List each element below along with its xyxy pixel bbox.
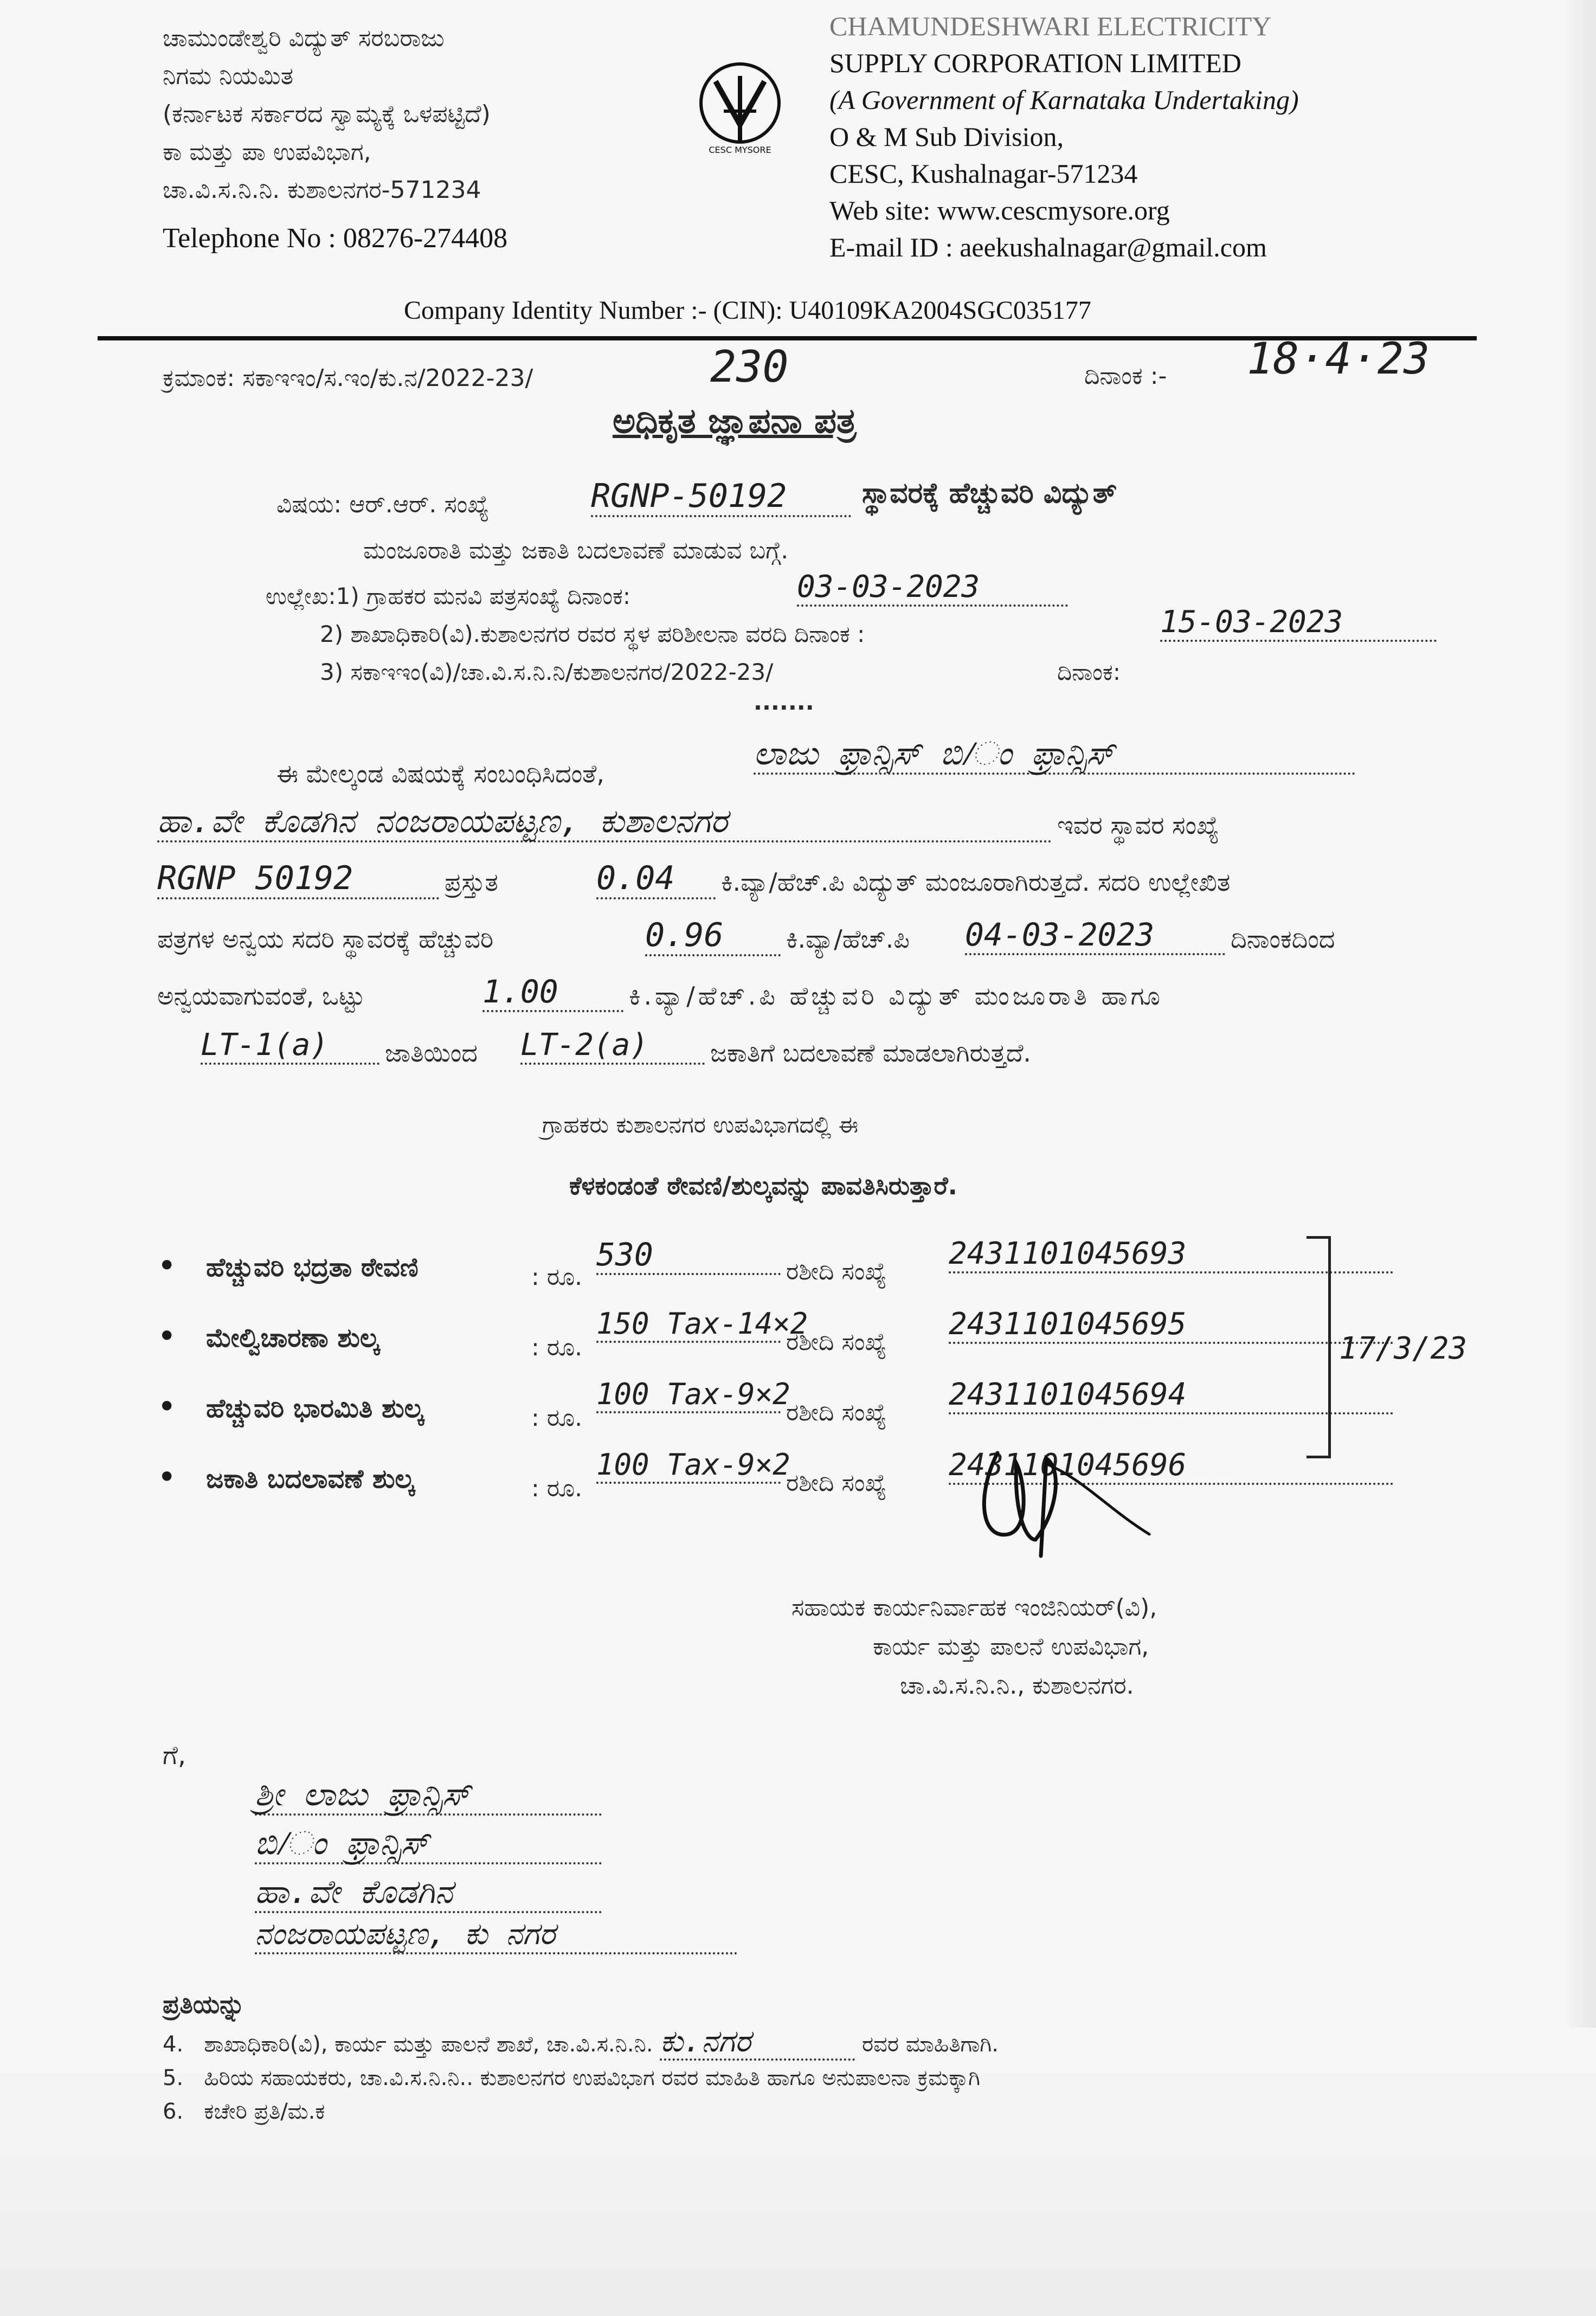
ref-1-label: ಉಲ್ಲೇಖ:1) ಗ್ರಾಹಕರ ಮನವಿ ಪತ್ರಸಂಖ್ಯೆ ದಿನಾಂಕ: — [266, 583, 630, 609]
fee-prefix: : ರೂ. — [531, 1263, 583, 1291]
fee-receipt-number: 2431101045696 — [949, 1448, 1393, 1485]
existing-load: 0.04 — [596, 859, 716, 899]
org-name-kannada — [163, 20, 491, 209]
fee-amount: 100 Tax-9×2 — [596, 1377, 781, 1413]
effective-date: 04-03-2023 — [965, 916, 1225, 955]
copy-item-6: ಕಚೇರಿ ಪ್ರತಿ/ಮ.ಕ — [204, 2099, 325, 2124]
copy-item-4-a: ಶಾಖಾಧಿಕಾರಿ(ವಿ), ಕಾರ್ಯ ಮತ್ತು ಪಾಲನೆ ಶಾಖೆ, ಚಾ.ವಿ.ಸ.ನಿ.ನಿ. — [204, 2032, 653, 2057]
body-p7: ಗ್ರಾಹಕರು ಕುಶಾಲನಗರ ಉಪವಿಭಾಗದಲ್ಲಿ ಈ — [542, 1111, 859, 1138]
fee-prefix: : ರೂ. — [531, 1334, 583, 1361]
body-p6-a: ಜಾತಿಯಿಂದ — [385, 1038, 478, 1067]
fee-receipt-label: ರಶೀದಿ ಸಂಖ್ಯೆ — [786, 1258, 887, 1285]
ref-2-label: 2) ಶಾಖಾಧಿಕಾರಿ(ವಿ).ಕುಶಾಲನಗರ ರವರ ಸ್ಥಳ ಪರಿಶೀಲನಾ ವರದಿ ದಿನಾಂಕ : — [320, 621, 865, 647]
header-email: E-mail ID : aeekushalnagar@gmail.com — [829, 232, 1267, 262]
ref-date-label: ದಿನಾಂಕ :- — [1084, 362, 1167, 390]
fee-prefix: : ರೂ. — [531, 1404, 583, 1432]
subject-prefix: ವಿಷಯ: ಆರ್.ಆರ್. ಸಂಖ್ಯೆ — [276, 491, 490, 518]
addressee-line-4: ನಂಜರಾಯಪಟ್ಟಣ, ಕು ನಗರ — [255, 1916, 737, 1954]
signature-icon — [965, 1431, 1171, 1567]
signatory-line-1: ಸಹಾಯಕ ಕಾರ್ಯನಿರ್ವಾಹಕ ಇಂಜಿನಿಯರ್(ವಿ), — [791, 1594, 1157, 1622]
to-label: ಗೆ, — [163, 1740, 186, 1771]
copy-label: ಪ್ರತಿಯನ್ನು — [163, 1990, 245, 2019]
cesc-logo-icon — [694, 60, 786, 157]
body-p3-a: ಪ್ರಸ್ತುತ — [445, 867, 498, 897]
body-p1-prefix: ಈ ಮೇಲ್ಕಂಡ ವಿಷಯಕ್ಕೆ ಸಂಬಂಧಿಸಿದಂತೆ, — [276, 759, 605, 788]
fee-label: ಮೇಲ್ವಿಚಾರಣಾ ಶುಲ್ಕ — [206, 1323, 379, 1353]
header-right-line-5: CESC, Kushalnagar-571234 — [829, 158, 1138, 189]
total-load: 1.00 — [482, 973, 623, 1012]
copy-list — [163, 2025, 999, 2128]
subject-line-2: ಮಂಜೂರಾತಿ ಮತ್ತು ಜಕಾತಿ ಬದಲಾವಣೆ ಮಾಡುವ ಬಗ್ಗೆ. — [363, 537, 789, 564]
header-right-line-4: O & M Sub Division, — [829, 121, 1064, 152]
bullet-icon: • — [157, 1317, 177, 1355]
cesc-logo-graphic — [694, 60, 786, 157]
consumer-name: ಲಾಜು ಫ್ರಾನ್ಸಿಸ್ ಬಿ/ಂ ಫ್ರಾನ್ಸಿಸ್ — [754, 735, 1355, 775]
body-p4-a: ಪತ್ರಗಳ ಅನ್ವಯ ಸದರಿ ಸ್ಥಾವರಕ್ಕೆ ಹೆಚ್ಚುವರಿ — [157, 924, 494, 954]
fee-amount: 150 Tax-14×2 — [596, 1307, 781, 1343]
tariff-from: LT-1(a) — [201, 1027, 379, 1065]
fee-label: ಜಕಾತಿ ಬದಲಾವಣೆ ಶುಲ್ಕ — [206, 1464, 415, 1494]
header-right-line-3: (A Government of Karnataka Undertaking) — [829, 85, 1299, 115]
fee-date-note: 17/3/23 — [1339, 1331, 1468, 1366]
copy-num: 5. — [163, 2066, 184, 2090]
signatory-block — [791, 1588, 1157, 1706]
bullet-icon: • — [157, 1458, 177, 1496]
header-left-line-4: ಕಾ ಮತ್ತು ಪಾ ಉಪವಿಭಾಗ, — [163, 138, 371, 166]
copy-item — [163, 2095, 999, 2128]
header-left-line-3: (ಕರ್ನಾಟಕ ಸರ್ಕಾರದ ಸ್ವಾಮ್ಯಕ್ಕೆ ಒಳಪಟ್ಟಿದೆ) — [163, 100, 491, 128]
body-rr-number: RGNP 50192 — [157, 859, 439, 899]
signatory-line-2: ಕಾರ್ಯ ಮತ್ತು ಪಾಲನೆ ಉಪವಿಭಾಗ, — [873, 1633, 1149, 1661]
fee-label: ಹೆಚ್ಚುವರಿ ಭದ್ರತಾ ಠೇವಣಿ — [206, 1252, 419, 1283]
fee-label: ಹೆಚ್ಚುವರಿ ಭಾರಮಿತಿ ಶುಲ್ಕ — [206, 1393, 424, 1424]
body-p3-b: ಕಿ.ವ್ಯಾ/ಹೆಚ್.ಪಿ ವಿದ್ಯುತ್ ಮಂಜೂರಾಗಿರುತ್ತದೆ. ಸದರಿ ಉಲ್ಲೇಖಿತ — [721, 867, 1231, 897]
body-p8: ಕೆಳಕಂಡಂತೆ ಠೇವಣಿ/ಶುಲ್ಕವನ್ನು ಪಾವತಿಸಿರುತ್ತಾರೆ. — [569, 1171, 958, 1200]
addressee-line-3: ಹಾ.ವೇ ಕೊಡಗಿನ — [255, 1873, 602, 1913]
body-p5-b: ಕಿ.ವ್ಯಾ/ಹೆಚ್.ಪಿ ಹೆಚ್ಚುವರಿ ವಿದ್ಯುತ್ ಮಂಜೂರಾತಿ ಹಾಗೂ — [629, 981, 1163, 1011]
ref-separator: ....... — [754, 689, 814, 715]
copy-item-4-hw: ಕು.ನಗರ — [660, 2025, 855, 2061]
header-left-line-1: ಚಾಮುಂಡೇಶ್ವರಿ ವಿದ್ಯುತ್ ಸರಬರಾಜು — [163, 24, 445, 52]
signatory-line-3: ಚಾ.ವಿ.ಸ.ನಿ.ನಿ., ಕುಶಾಲನಗರ. — [900, 1672, 1134, 1700]
body-p4-b: ಕಿ.ವ್ಯಾ/ಹೆಚ್.ಪಿ — [786, 924, 910, 954]
body-p5-a: ಅನ್ವಯವಾಗುವಂತೆ, ಒಟ್ಟು — [157, 981, 365, 1011]
addressee-line-1: ಶ್ರೀ ಲಾಜು ಫ್ರಾನ್ಸಿಸ್ — [255, 1775, 602, 1816]
ref-3-date-label: ದಿನಾಂಕ: — [1057, 659, 1121, 685]
fee-receipt-number: 2431101045695 — [949, 1307, 1393, 1344]
copy-item-4-b: ರವರ ಮಾಹಿತಿಗಾಗಿ. — [862, 2032, 999, 2057]
additional-load: 0.96 — [645, 916, 781, 956]
header-left-line-5: ಚಾ.ವಿ.ಸ.ನಿ.ನಿ. ಕುಶಾಲನಗರ-571234 — [163, 176, 481, 204]
fee-receipt-label: ರಶೀದಿ ಸಂಖ್ಯೆ — [786, 1328, 887, 1356]
header-right-line-2: SUPPLY CORPORATION LIMITED — [829, 48, 1241, 78]
header-right-line-1: CHAMUNDESHWARI ELECTRICITY — [829, 11, 1272, 41]
logo-caption: CESC MYSORE — [709, 145, 771, 155]
body-p6-b: ಜಕಾತಿಗೆ ಬದಲಾವಣೆ ಮಾಡಲಾಗಿರುತ್ತದೆ. — [710, 1038, 1032, 1067]
memo-heading: ಅಧಿಕೃತ ಜ್ಞಾಪನಾ ಪತ್ರ — [613, 401, 857, 441]
fee-prefix: : ರೂ. — [531, 1475, 583, 1502]
cin-number: Company Identity Number :- (CIN): U40109KA2004SGC035177 — [404, 296, 1091, 325]
fee-amount: 100 Tax-9×2 — [596, 1448, 781, 1484]
fee-receipt-number: 2431101045694 — [949, 1377, 1393, 1414]
bullet-icon: • — [157, 1247, 177, 1285]
copy-item — [163, 2025, 999, 2061]
addressee-line-2: ಬಿ/ಂ ಫ್ರಾನ್ಸಿಸ್ — [255, 1824, 602, 1864]
tariff-to: LT-2(a) — [520, 1027, 705, 1065]
telephone: Telephone No : 08276-274408 — [163, 223, 508, 254]
consumer-address: ಹಾ.ವೇ ಕೊಡಗಿನ ನಂಜರಾಯಪಟ್ಟಣ, ಕುಶಾಲನಗರ — [157, 802, 1052, 842]
body-p4-c: ದಿನಾಂಕದಿಂದ — [1231, 924, 1335, 954]
ref-1-date: 03-03-2023 — [797, 569, 1068, 607]
ref-2-date: 15-03-2023 — [1160, 604, 1437, 642]
header-website: Web site: www.cescmysore.org — [829, 195, 1170, 226]
ref-3-label: 3) ಸಕಾಇಇಂ(ವಿ)/ಚಾ.ವಿ.ಸ.ನಿ.ನಿ/ಕುಶಾಲನಗರ/2022-23/ — [320, 659, 774, 685]
fee-bracket — [1307, 1236, 1331, 1458]
ref-date: 18·4·23 — [1247, 333, 1430, 384]
subject-suffix: ಸ್ಥಾವರಕ್ಕೆ ಹೆಚ್ಚುವರಿ ವಿದ್ಯುತ್ — [862, 477, 1117, 510]
body-p2-suffix: ಇವರ ಸ್ಥಾವರ ಸಂಖ್ಯೆ — [1057, 810, 1219, 840]
fee-receipt-label: ರಶೀದಿ ಸಂಖ್ಯೆ — [786, 1399, 887, 1426]
fee-receipt-number: 2431101045693 — [949, 1236, 1393, 1273]
fee-amount: 530 — [596, 1236, 781, 1275]
fee-list — [157, 1236, 1404, 1502]
copy-item — [163, 2061, 999, 2095]
header-left-line-2: ನಿಗಮ ನಿಯಮಿತ — [163, 62, 294, 90]
copy-num: 4. — [163, 2032, 184, 2057]
copy-num: 6. — [163, 2099, 184, 2124]
subject-rr-number: RGNP-50192 — [591, 477, 851, 517]
copy-item-5: ಹಿರಿಯ ಸಹಾಯಕರು, ಚಾ.ವಿ.ಸ.ನಿ.ನಿ.. ಕುಶಾಲನಗರ ಉಪವಿಭಾಗ ರವರ ಮಾಹಿತಿ ಹಾಗೂ ಅನುಪಾಲನಾ ಕ್ರಮಕ್ಕಾಗಿ — [204, 2066, 980, 2090]
ref-label: ಕ್ರಮಾಂಕ: ಸಕಾಇಇಂ/ಸ.ಇಂ/ಕು.ನ/2022-23/ — [163, 364, 533, 392]
fee-receipt-label: ರಶೀದಿ ಸಂಖ್ಯೆ — [786, 1469, 887, 1497]
ref-number: 230 — [710, 342, 789, 392]
org-name-english — [829, 8, 1299, 266]
bullet-icon: • — [157, 1388, 177, 1426]
